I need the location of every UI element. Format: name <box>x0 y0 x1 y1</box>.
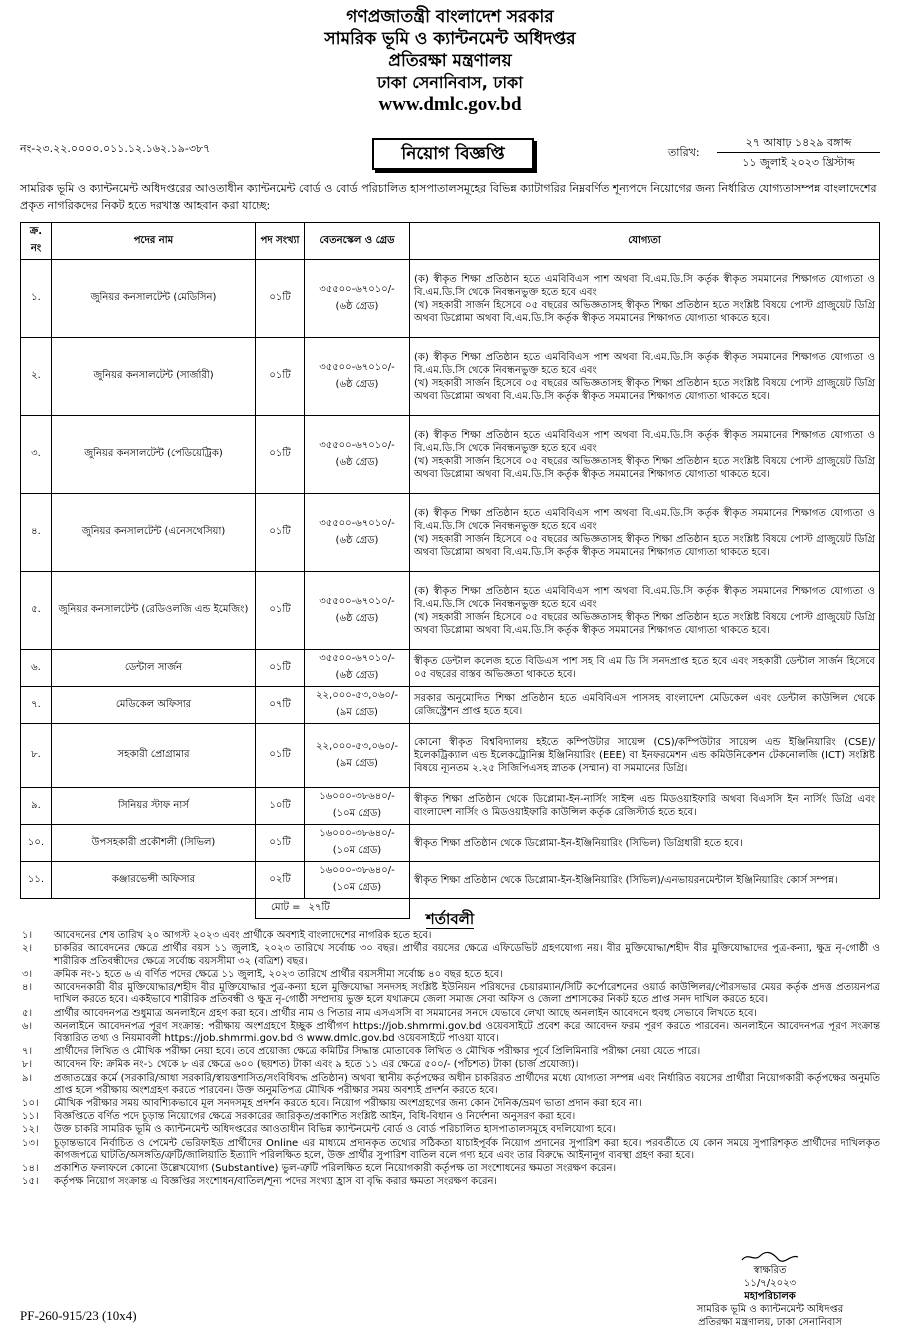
row-serial: ৫. <box>21 572 52 650</box>
qualification-a: (ক) স্বীকৃত শিক্ষা প্রতিষ্ঠান হতে এমবিবিএস পাশ অথবা বি.এম.ডি.সি কর্তৃক স্বীকৃত সমমানের শিক্ষাগত যোগ্যতা ও বি.এম.ডি.সি থেকে নিবন্ধনভুক্ত হতে হবে এবং <box>414 351 875 376</box>
term-number: ১৪। <box>22 1163 39 1175</box>
term-text: আবেদন ফি: ক্রমিক নং-১ থেকে ৮ এর ক্ষেত্রে ৬০০ (ছয়শত) টাকা এবং ৯ হতে ১১ এর ক্ষেত্রে ৫০০/- (পাঁচশত) টাকা (চার্জ প্রযোজ্য)। <box>54 1059 579 1071</box>
signatory-designation: মহাপরিচালক <box>744 1291 796 1302</box>
row-post-name: জুনিয়র কনসালটেন্ট (এনেসথেসিয়া) <box>52 494 256 572</box>
row-pay-scale <box>305 338 410 416</box>
term-number: ১০। <box>22 1098 39 1110</box>
notice-title: নিয়োগ বিজ্ঞপ্তি <box>372 138 534 170</box>
row-qualification <box>410 338 880 416</box>
pay-range: ৩৫৫০০-৬৭০১০/- <box>319 517 395 529</box>
term-item <box>20 969 880 982</box>
pay-range: ৩৫৫০০-৬৭০১০/- <box>319 439 395 451</box>
term-item <box>20 1111 880 1124</box>
term-number: ৫। <box>22 1007 33 1019</box>
row-qualification <box>410 572 880 650</box>
col-header-serial: ক্র. নং <box>21 223 52 260</box>
col-header-pay: বেতনস্কেল ও গ্রেড <box>305 223 410 260</box>
terms-list <box>20 930 880 1189</box>
website-link[interactable]: www.dmlc.gov.bd <box>378 94 522 115</box>
row-pay-scale <box>305 260 410 338</box>
pay-grade: (১০ম গ্রেড) <box>332 808 382 819</box>
qualification-a: স্বীকৃত ডেন্টাল কলেজ হতে বিডিএস পাশ সহ বি এম ডি সি সনদপ্রাপ্ত হতে হবে এবং সহকারী ডেন্টাল সার্জন হিসেবে ০৫ বছরের বাস্তব অভিজ্ঞতা থাকতে হবে। <box>414 656 875 680</box>
qualification-b: (খ) সহকারী সার্জন হিসেবে ০৫ বছরের অভিজ্ঞতাসহ স্বীকৃত শিক্ষা প্রতিষ্ঠান হতে সংশ্লিষ্ট বিষয়ে পোস্ট গ্রাজুয়েট ডিগ্রি অথবা ডিপ্লোমা অথবা বি.এম.ডি.সি কর্তৃক স্বীকৃত সমমানের শিক্ষাগত যোগ্যতা থাকতে হবে। <box>414 455 875 480</box>
term-number: ১৫। <box>22 1176 39 1188</box>
term-text: কর্তৃপক্ষ নিয়োগ সংক্রান্ত এ বিজ্ঞপ্তির সংশোধন/বাতিল/শূন্য পদের সংখ্যা হ্রাস বা বৃদ্ধি করার ক্ষমতা সংরক্ষণ করেন। <box>54 1176 498 1188</box>
row-post-count: ০২টি <box>256 862 305 899</box>
term-number: ১৩। <box>22 1137 39 1149</box>
row-post-name: জুনিয়র কনসালটেন্ট (মেডিসিন) <box>52 260 256 338</box>
qualification-a: স্বীকৃত শিক্ষা প্রতিষ্ঠান থেকে ডিপ্লোমা-ইন-ইঞ্জিনিয়ারিং (সিভিল)/এনভায়রনমেন্টাল ইঞ্জিনিয়ারিং কোর্স সম্পন্ন। <box>414 874 838 886</box>
term-item <box>20 982 880 1007</box>
qualification-a: (ক) স্বীকৃত শিক্ষা প্রতিষ্ঠান হতে এমবিবিএস পাশ অথবা বি.এম.ডি.সি কর্তৃক স্বীকৃত সমমানের শিক্ষাগত যোগ্যতা ও বি.এম.ডি.সি থেকে নিবন্ধনভুক্ত হতে হবে এবং <box>414 507 875 532</box>
memo-number: নং-২৩.২২.০০০০.০১১.১২.১৬২.১৯-৩৮৭ <box>20 142 211 155</box>
term-text: প্রজাতন্ত্রের কর্মে (সরকারি/আধা সরকারি/স্বায়ত্তশাসিত/সংবিধিবদ্ধ প্রতিষ্ঠান) অথবা স্থানীয় কর্তৃপক্ষের অধীন চাকরিরত প্রার্থীদের মধ্যে যোগ্যতা সম্পন্ন এবং নির্ধারিত বয়সের প্রার্থীরা নিয়োগকারী কর্তৃপক্ষের অনুমতি প্রাপ্ত হলে পরীক্ষায় অংশগ্রহণ করতে পারবেন। উক্ত অনুমতিপত্র মৌখিক পরীক্ষার সময় অবশ্যই প্রদর্শন করতে হবে। <box>54 1072 880 1097</box>
pay-grade: (১০ম গ্রেড) <box>332 882 382 893</box>
row-pay-scale <box>305 687 410 724</box>
term-item <box>20 943 880 968</box>
qualification-a: (ক) স্বীকৃত শিক্ষা প্রতিষ্ঠান হতে এমবিবিএস পাশ অথবা বি.এম.ডি.সি কর্তৃক স্বীকৃত সমমানের শিক্ষাগত যোগ্যতা ও বি.এম.ডি.সি থেকে নিবন্ধনভুক্ত হতে হবে এবং <box>414 273 875 298</box>
term-item <box>20 1073 880 1098</box>
signatory-office: সামরিক ভূমি ও ক্যান্টনমেন্ট অধিদপ্তর <box>696 1304 844 1315</box>
date-label: তারিখ: <box>668 146 700 159</box>
row-pay-scale <box>305 862 410 899</box>
pay-range: ১৬০০০-৩৮৬৪০/- <box>319 791 395 802</box>
row-post-count: ০১টি <box>256 650 305 687</box>
table-row <box>21 724 880 788</box>
term-item <box>20 1124 880 1137</box>
table-row <box>21 825 880 862</box>
department-name: সামরিক ভূমি ও ক্যান্টনমেন্ট অধিদপ্তর <box>324 29 576 49</box>
term-text: আবেদনের শেষ তারিখ ২০ আগস্ট ২০২৩ এবং প্রার্থীকে অবশ্যই বাংলাদেশের নাগরিক হতে হবে। <box>54 930 432 941</box>
row-post-name: কঞ্জারভেন্সী অফিসার <box>52 862 256 899</box>
pay-range: ৩৫৫০০-৬৭০১০/- <box>319 653 395 664</box>
row-serial: ১০. <box>21 825 52 862</box>
pay-grade: (১০ম গ্রেড) <box>332 845 382 856</box>
qualification-a: স্বীকৃত শিক্ষা প্রতিষ্ঠান থেকে ডিপ্লোমা-ইন-নার্সিং সাইন্স এন্ড মিডওয়াইফারি অথবা বিএসসি ইন নার্সিং ডিগ্রি এবং বাংলাদেশ নার্সিং ও মিডওয়াইফারি কাউন্সিল কর্তৃক রেজিস্টার্ড হতে হবে। <box>414 794 875 818</box>
row-serial: ৩. <box>21 416 52 494</box>
row-qualification <box>410 650 880 687</box>
term-item <box>20 1008 880 1021</box>
table-row <box>21 338 880 416</box>
row-post-name: সিনিয়র স্টাফ নার্স <box>52 788 256 825</box>
term-item <box>20 1138 880 1163</box>
term-number: ১। <box>22 930 33 941</box>
term-item <box>20 1046 880 1059</box>
qualification-b: (খ) সহকারী সার্জন হিসেবে ০৫ বছরের অভিজ্ঞতাসহ স্বীকৃত শিক্ষা প্রতিষ্ঠান হতে সংশ্লিষ্ট বিষয়ে পোস্ট গ্রাজুয়েট ডিগ্রি অথবা ডিপ্লোমা অথবা বি.এম.ডি.সি কর্তৃক স্বীকৃত সমমানের শিক্ষাগত যোগ্যতা থাকতে হবে। <box>414 377 875 402</box>
pay-grade: (৬ষ্ঠ গ্রেড) <box>335 612 379 624</box>
table-row <box>21 416 880 494</box>
row-post-count: ০১টি <box>256 416 305 494</box>
term-text: অনলাইনে আবেদনপত্র পূরণ সংক্রান্ত: পরীক্ষায় অংশগ্রহণে ইচ্ছুক প্রার্থীগণ https://job.shmrmi.gov.bd ওয়েবসাইটে প্রবেশ করে আবেদন ফরম পূরণ করতে পারবেন। অনলাইনে আবেদনপত্র পূরণ সংক্রান্ত বিস্তারিত তথ্য ও নিয়মাবলী https://job.shmrmi.gov.bd ও www.dmlc.gov.bd ওয়েবসাইটে পাওয়া যাবে। <box>54 1020 880 1045</box>
row-serial: ২. <box>21 338 52 416</box>
signed-label: স্বাক্ষরিত <box>753 1265 787 1276</box>
row-qualification <box>410 416 880 494</box>
row-qualification <box>410 825 880 862</box>
table-row <box>21 788 880 825</box>
table-row <box>21 494 880 572</box>
term-item <box>20 1059 880 1072</box>
signature-date: ১১/৭/২০২৩ <box>743 1278 797 1289</box>
pay-grade: (৬ষ্ঠ গ্রেড) <box>335 300 379 312</box>
pay-range: ৩৫৫০০-৬৭০১০/- <box>319 361 395 373</box>
qualification-a: সরকার অনুমোদিত শিক্ষা প্রতিষ্ঠান হতে এমবিবিএস পাসসহ বাংলাদেশ মেডিকেল এবং ডেন্টাল কাউন্সিল থেকে রেজিস্ট্রেশন প্রাপ্ত হতে হবে। <box>414 693 875 717</box>
row-qualification <box>410 862 880 899</box>
date-bangla: ২৭ আষাঢ় ১৪২৯ বঙ্গাব্দ <box>717 132 880 153</box>
pay-range: ২২,০০০-৫৩,০৬০/- <box>316 690 398 701</box>
row-post-count: ০১টি <box>256 825 305 862</box>
term-text: বিজ্ঞপ্তিতে বর্ণিত পদে চূড়ান্ত নিয়োগের ক্ষেত্রে সরকারের জারিকৃত/প্রকাশিত সংশ্লিষ্ট আইন, বিধি-বিধান ও নির্দেশনা অনুসরণ করা হবে। <box>54 1111 576 1123</box>
row-qualification <box>410 788 880 825</box>
pf-code: PF-260-915/23 (10x4) <box>20 1308 137 1323</box>
pay-grade: (৬ষ্ঠ গ্রেড) <box>335 378 379 390</box>
term-number: ১১। <box>22 1111 39 1123</box>
row-post-count: ০১টি <box>256 724 305 788</box>
term-text: উক্ত চাকরি সামরিক ভূমি ও ক্যান্টনমেন্ট অধিদপ্তরের আওতাধীন বিভিন্ন ক্যান্টনমেন্ট বোর্ড ও বোর্ড পরিচালিত হাসপাতালসমূহে বদলিযোগ্য হবে। <box>54 1124 616 1136</box>
term-text: মৌখিক পরীক্ষার সময় আবশ্যিকভাবে মূল সনদসমূহ প্রদর্শন করতে হবে। নিয়োগ পরীক্ষায় অংশগ্রহণের জন্য কোন দৈনিক/ভ্রমণ ভাতা প্রদান করা হবে না। <box>54 1098 642 1110</box>
vacancy-table <box>20 222 880 919</box>
term-number: ৬। <box>22 1020 33 1032</box>
total-value: ২৭টি <box>305 899 410 919</box>
row-serial: ৬. <box>21 650 52 687</box>
term-text: চূড়ান্তভাবে নির্বাচিত ও পেমেন্ট ভেরিফাইড প্রার্থীদের Online এর মাধ্যমে প্রদানকৃত তথ্যের সঠিকতা যাচাইপূর্বক নিয়োগ প্রদানের সুপারিশ করা হবে। পরবর্তীতে যে কোন সময়ে সুপারিশকৃত প্রার্থীদের দাখিলকৃত কাগজপত্রে ঘাটতি/অসঙ্গতি/ত্রুটি/জালিয়াতি ইত্যাদি পরিলক্ষিত হলে, উক্ত প্রার্থীর সুপারিশ বাতিল বলে গণ্য হবে এবং তার বিরুদ্ধে আইনানুগ ব্যবস্থা গ্রহণ করা হবে। <box>54 1137 880 1162</box>
row-qualification <box>410 494 880 572</box>
row-post-name: জুনিয়র কনসালটেন্ট (পেডিয়েট্রিক) <box>52 416 256 494</box>
reference-row <box>20 132 880 176</box>
pay-grade: (৬ষ্ঠ গ্রেড) <box>335 456 379 468</box>
office-location: ঢাকা সেনানিবাস, ঢাকা <box>377 73 523 92</box>
pay-grade: (৬ষ্ঠ গ্রেড) <box>335 670 379 681</box>
row-pay-scale <box>305 825 410 862</box>
date-english: ১১ জুলাই ২০২৩ খ্রিস্টাব্দ <box>742 156 855 169</box>
signature-scribble <box>740 1250 800 1264</box>
row-qualification <box>410 724 880 788</box>
term-item <box>20 1021 880 1046</box>
row-post-count: ০১টি <box>256 260 305 338</box>
row-post-name: সহকারী প্রোগ্রামার <box>52 724 256 788</box>
signatory-ministry: প্রতিরক্ষা মন্ত্রণালয়, ঢাকা সেনানিবাস <box>698 1317 842 1328</box>
term-number: ১২। <box>22 1124 39 1136</box>
table-row <box>21 862 880 899</box>
qualification-b: (খ) সহকারী সার্জন হিসেবে ০৫ বছরের অভিজ্ঞতাসহ স্বীকৃত শিক্ষা প্রতিষ্ঠান হতে সংশ্লিষ্ট বিষয়ে পোস্ট গ্রাজুয়েট ডিগ্রি অথবা ডিপ্লোমা অথবা বি.এম.ডি.সি কর্তৃক স্বীকৃত সমমানের শিক্ষাগত যোগ্যতা থাকতে হবে। <box>414 299 875 324</box>
ministry-name: প্রতিরক্ষা মন্ত্রণালয় <box>388 51 512 71</box>
govt-name: গণপ্রজাতন্ত্রী বাংলাদেশ সরকার <box>346 7 554 27</box>
signature-image <box>640 1250 900 1264</box>
row-qualification <box>410 687 880 724</box>
qualification-b: (খ) সহকারী সার্জন হিসেবে ০৫ বছরের অভিজ্ঞতাসহ স্বীকৃত শিক্ষা প্রতিষ্ঠান হতে সংশ্লিষ্ট বিষয়ে পোস্ট গ্রাজুয়েট ডিগ্রি অথবা ডিপ্লোমা অথবা বি.এম.ডি.সি কর্তৃক স্বীকৃত সমমানের শিক্ষাগত যোগ্যতা থাকতে হবে। <box>414 533 875 558</box>
row-post-name: মেডিকেল অফিসার <box>52 687 256 724</box>
row-post-count: ০৭টি <box>256 687 305 724</box>
term-text: প্রার্থীদের লিখিত ও মৌখিক পরীক্ষা নেয়া হবে। তবে প্রয়োজ্য ক্ষেত্রে কমিটির সিদ্ধান্ত মোতাবেক লিখিত ও মৌখিক পরীক্ষার পূর্বে প্রিলিমিনারি পরীক্ষা নেয়া যেতে পারে। <box>54 1046 701 1058</box>
qualification-a: স্বীকৃত শিক্ষা প্রতিষ্ঠান থেকে ডিপ্লোমা-ইন-ইঞ্জিনিয়ারিং (সিভিল) ডিগ্রিধারী হতে হবে। <box>414 837 743 849</box>
pay-range: ৩৫৫০০-৬৭০১০/- <box>319 595 395 607</box>
date-block <box>717 132 880 173</box>
pay-grade: (৯ম গ্রেড) <box>336 757 378 769</box>
row-pay-scale <box>305 650 410 687</box>
pay-range: ১৬০০০-৩৮৬৪০/- <box>319 828 395 839</box>
term-item <box>20 1098 880 1111</box>
term-text: চাকরির আবেদনের ক্ষেত্রে প্রার্থীর বয়স ১১ জুলাই, ২০২৩ তারিখে সর্বোচ্চ ৩০ বছর। প্রার্থীর বয়সের ক্ষেত্রে এফিডেভিট গ্রহণযোগ্য নয়। বীর মুক্তিযোদ্ধা/শহীদ বীর মুক্তিযোদ্ধাদের পুত্র-কন্যা, ক্ষুদ্র নৃ-গোষ্ঠী ও শারীরিক প্রতিবন্ধীদের ক্ষেত্রে সর্বোচ্চ বয়সসীমা ৩২ (বত্রিশ) বছর। <box>54 943 880 967</box>
term-number: ৩। <box>22 968 33 980</box>
row-post-count: ০১টি <box>256 572 305 650</box>
row-pay-scale <box>305 788 410 825</box>
row-post-name: জুনিয়র কনসালটেন্ট (সার্জারী) <box>52 338 256 416</box>
pay-grade: (৬ষ্ঠ গ্রেড) <box>335 534 379 546</box>
row-qualification <box>410 260 880 338</box>
pay-range: ২২,০০০-৫৩,০৬০/- <box>316 740 398 752</box>
row-serial: ১১. <box>21 862 52 899</box>
term-number: ২। <box>22 943 33 955</box>
row-pay-scale <box>305 724 410 788</box>
col-header-qualification: যোগ্যতা <box>410 223 880 260</box>
row-serial: ৭. <box>21 687 52 724</box>
term-item <box>20 1176 880 1189</box>
qualification-b: (খ) সহকারী সার্জন হিসেবে ০৫ বছরের অভিজ্ঞতাসহ স্বীকৃত শিক্ষা প্রতিষ্ঠান হতে সংশ্লিষ্ট বিষয়ে পোস্ট গ্রাজুয়েট ডিগ্রি অথবা ডিপ্লোমা অথবা বি.এম.ডি.সি কর্তৃক স্বীকৃত সমমানের শিক্ষাগত যোগ্যতা থাকতে হবে। <box>414 611 875 636</box>
intro-paragraph: সামরিক ভূমি ও ক্যান্টনমেন্ট অধিদপ্তরের আওতাধীন ক্যান্টনমেন্ট বোর্ড ও বোর্ড পরিচালিত হাসপাতালসমূহের বিভিন্ন ক্যাটাগরির নিম্নবর্ণিত শূন্যপদে নিয়োগের জন্য নির্ধারিত যোগ্যতাসম্পন্ন বাংলাদেশের প্রকৃত নাগরিকদের নিকট হতে দরখাস্ত আহবান করা যাচ্ছে: <box>20 182 877 212</box>
qualification-a: (ক) স্বীকৃত শিক্ষা প্রতিষ্ঠান হতে এমবিবিএস পাশ অথবা বি.এম.ডি.সি কর্তৃক স্বীকৃত সমমানের শিক্ষাগত যোগ্যতা ও বি.এম.ডি.সি থেকে নিবন্ধনভুক্ত হতে হবে এবং <box>414 585 875 610</box>
row-pay-scale <box>305 494 410 572</box>
term-item <box>20 930 880 943</box>
pay-grade: (৯ম গ্রেড) <box>336 707 378 718</box>
row-post-count: ০১টি <box>256 338 305 416</box>
row-serial: ৯. <box>21 788 52 825</box>
row-serial: ৮. <box>21 724 52 788</box>
row-post-name: উপসহকারী প্রকৌশলী (সিভিল) <box>52 825 256 862</box>
term-number: ৭। <box>22 1046 33 1058</box>
pay-range: ৩৫৫০০-৬৭০১০/- <box>319 283 395 295</box>
table-header-row <box>21 223 880 260</box>
term-number: ৮। <box>22 1059 33 1071</box>
term-text: ক্রমিক নং-১ হতে ৬ এ বর্ণিত পদের ক্ষেত্রে ১১ জুলাই, ২০২৩ তারিখে প্রার্থীর বয়সসীমা সর্বোচ্চ ৪০ বছর হতে হবে। <box>54 968 503 980</box>
col-header-post: পদের নাম <box>52 223 256 260</box>
signature-block <box>640 1250 900 1329</box>
row-post-name: জুনিয়র কনসালটেন্ট (রেডিওলজি এন্ড ইমেজিং) <box>52 572 256 650</box>
term-item <box>20 1163 880 1176</box>
row-serial: ১. <box>21 260 52 338</box>
row-post-count: ১০টি <box>256 788 305 825</box>
total-label: মোট = <box>256 899 305 919</box>
row-serial: ৪. <box>21 494 52 572</box>
qualification-a: কোনো স্বীকৃত বিশ্ববিদ্যালয় হইতে কম্পিউটার সায়েন্স (CS)/কম্পিউটার সায়েন্স এন্ড ইঞ্জিনিয়ারিং (CSE)/ইলেকট্রিক্যাল এন্ড ইলেকট্রোনিক্স ইঞ্জিনিয়ারিং (EEE) বা ইনফরমেশন এন্ড কমিউনিকেশন টেকনোলজি (ICT) সংশ্লিষ্ট বিষয়ে ন্যূনতম ২.২৫ সিজিপিএসহ স্নাতক (সম্মান) বা সমমানের ডিগ্রি। <box>414 737 875 774</box>
vacancy-rows <box>21 260 880 899</box>
table-row <box>21 650 880 687</box>
terms-title-text: শর্তাবলী <box>425 910 475 928</box>
qualification-a: (ক) স্বীকৃত শিক্ষা প্রতিষ্ঠান হতে এমবিবিএস পাশ অথবা বি.এম.ডি.সি কর্তৃক স্বীকৃত সমমানের শিক্ষাগত যোগ্যতা ও বি.এম.ডি.সি থেকে নিবন্ধনভুক্ত হতে হবে এবং <box>414 429 875 454</box>
term-text: প্রার্থীর আবেদনপত্র শুধুমাত্র অনলাইনে গ্রহণ করা হবে। প্রার্থীর নাম ও পিতার নাম এসএসসি বা সমমানের সনদে যেভাবে লেখা আছে অনলাইন আবেদনে হুবহু সেভাবে লিখতে হবে। <box>54 1007 757 1019</box>
row-post-count: ০১টি <box>256 494 305 572</box>
term-text: আবেদনকারী বীর মুক্তিযোদ্ধার/শহীদ বীর মুক্তিযোদ্ধার পুত্র-কন্যা হলে মুক্তিযোদ্ধা সনদসহ সংশ্লিষ্ট ইউনিয়ন পরিষদের চেয়ারম্যান/সিটি কর্পোরেশনের ওয়ার্ড কাউন্সিলর/পৌরসভার মেয়র কর্তৃক প্রদত্ত প্রত্যয়নপত্র দাখিল করতে হবে। একইভাবে শারীরিক প্রতিবন্ধী ও ক্ষুদ্র নৃ-গোষ্ঠী সম্প্রদায় ভুক্ত হলে যথাক্রমে জেলা সমাজ সেবা অফিস ও জেলা প্রশাসকের নিকট হতে প্রাপ্ত সনদ দাখিল করতে হবে। <box>54 981 880 1006</box>
term-number: ৯। <box>22 1072 33 1084</box>
term-text: প্রকাশিত ফলাফলে কোনো উল্লেখযোগ্য (Substantive) ভুল-ত্রুটি পরিলক্ষিত হলে নিয়োগকারী কর্তৃপক্ষ তা সংশোধনের ক্ষমতা সংরক্ষণ করেন। <box>54 1163 617 1175</box>
pay-range: ১৬০০০-৩৮৬৪০/- <box>319 865 395 876</box>
row-pay-scale <box>305 416 410 494</box>
letterhead <box>0 0 900 117</box>
table-row <box>21 260 880 338</box>
row-pay-scale <box>305 572 410 650</box>
row-post-name: ডেন্টাল সার্জন <box>52 650 256 687</box>
term-number: ৪। <box>22 981 33 993</box>
table-row <box>21 572 880 650</box>
col-header-count: পদ সংখ্যা <box>256 223 305 260</box>
table-row <box>21 687 880 724</box>
